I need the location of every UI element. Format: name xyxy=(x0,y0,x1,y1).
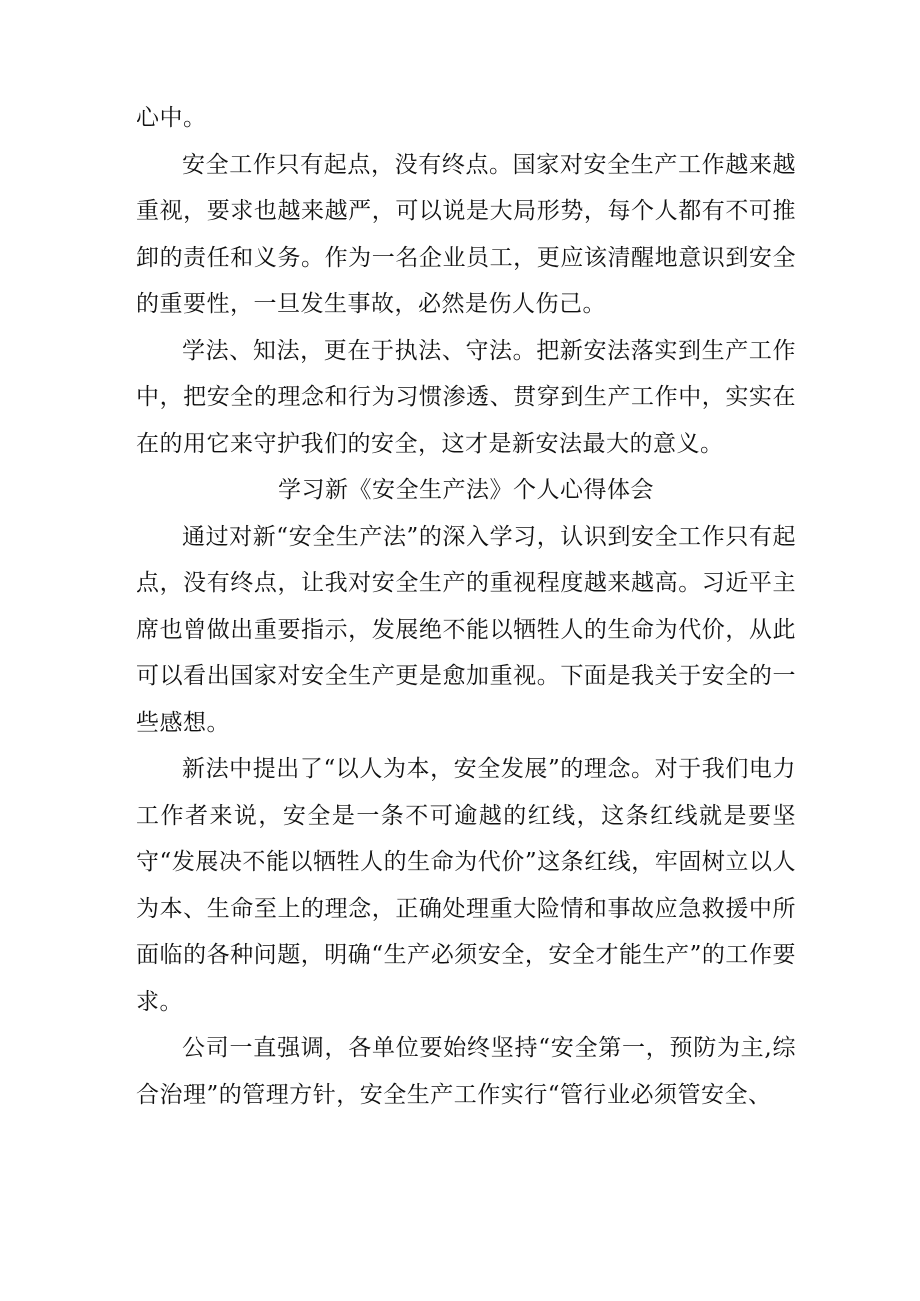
paragraph-company-policy: 公司一直强调，各单位要始终坚持“安全第一，预防为主,综合治理”的管理方针，安全生产工作实行“管行业必须管安全、 xyxy=(136,1035,796,1108)
paragraph-learn-law: 学法、知法，更在于执法、守法。把新安法落实到生产工作中，把安全的理念和行为习惯渗透、贯穿到生产工作中，实实在在的用它来守护我们的安全，这才是新安法最大的意义。 xyxy=(136,337,796,457)
document-page xyxy=(136,95,796,1118)
section-heading: 学习新《安全生产法》个人心得体会 xyxy=(278,477,654,503)
paragraph-intro: 通过对新“安全生产法”的深入学习，认识到安全工作只有起点，没有终点，让我对安全生产的重视程度越来越高。习近平主席也曾做出重要指示，发展绝不能以牺牲人的生命为代价，从此可以看出国家对安全生产更是愈加重视。下面是我关于安全的一些感想。 xyxy=(136,523,796,736)
paragraph-continuation: 心中。 xyxy=(136,105,207,131)
paragraph-people-first: 新法中提出了“以人为本，安全发展”的理念。对于我们电力工作者来说，安全是一条不可逾越的红线，这条红线就是要坚守“发展决不能以牺牲人的生命为代价”这条红线，牢固树立以人为本、生命至上的理念，正确处理重大险情和事故应急救援中所面临的各种问题，明确“生产必须安全，安全才能生产”的工作要求。 xyxy=(136,756,796,1015)
paragraph-safety-work: 安全工作只有起点，没有终点。国家对安全生产工作越来越重视，要求也越来越严，可以说是大局形势，每个人都有不可推卸的责任和义务。作为一名企业员工，更应该清醒地意识到安全的重要性，一旦发生事故，必然是伤人伤己。 xyxy=(136,151,796,317)
